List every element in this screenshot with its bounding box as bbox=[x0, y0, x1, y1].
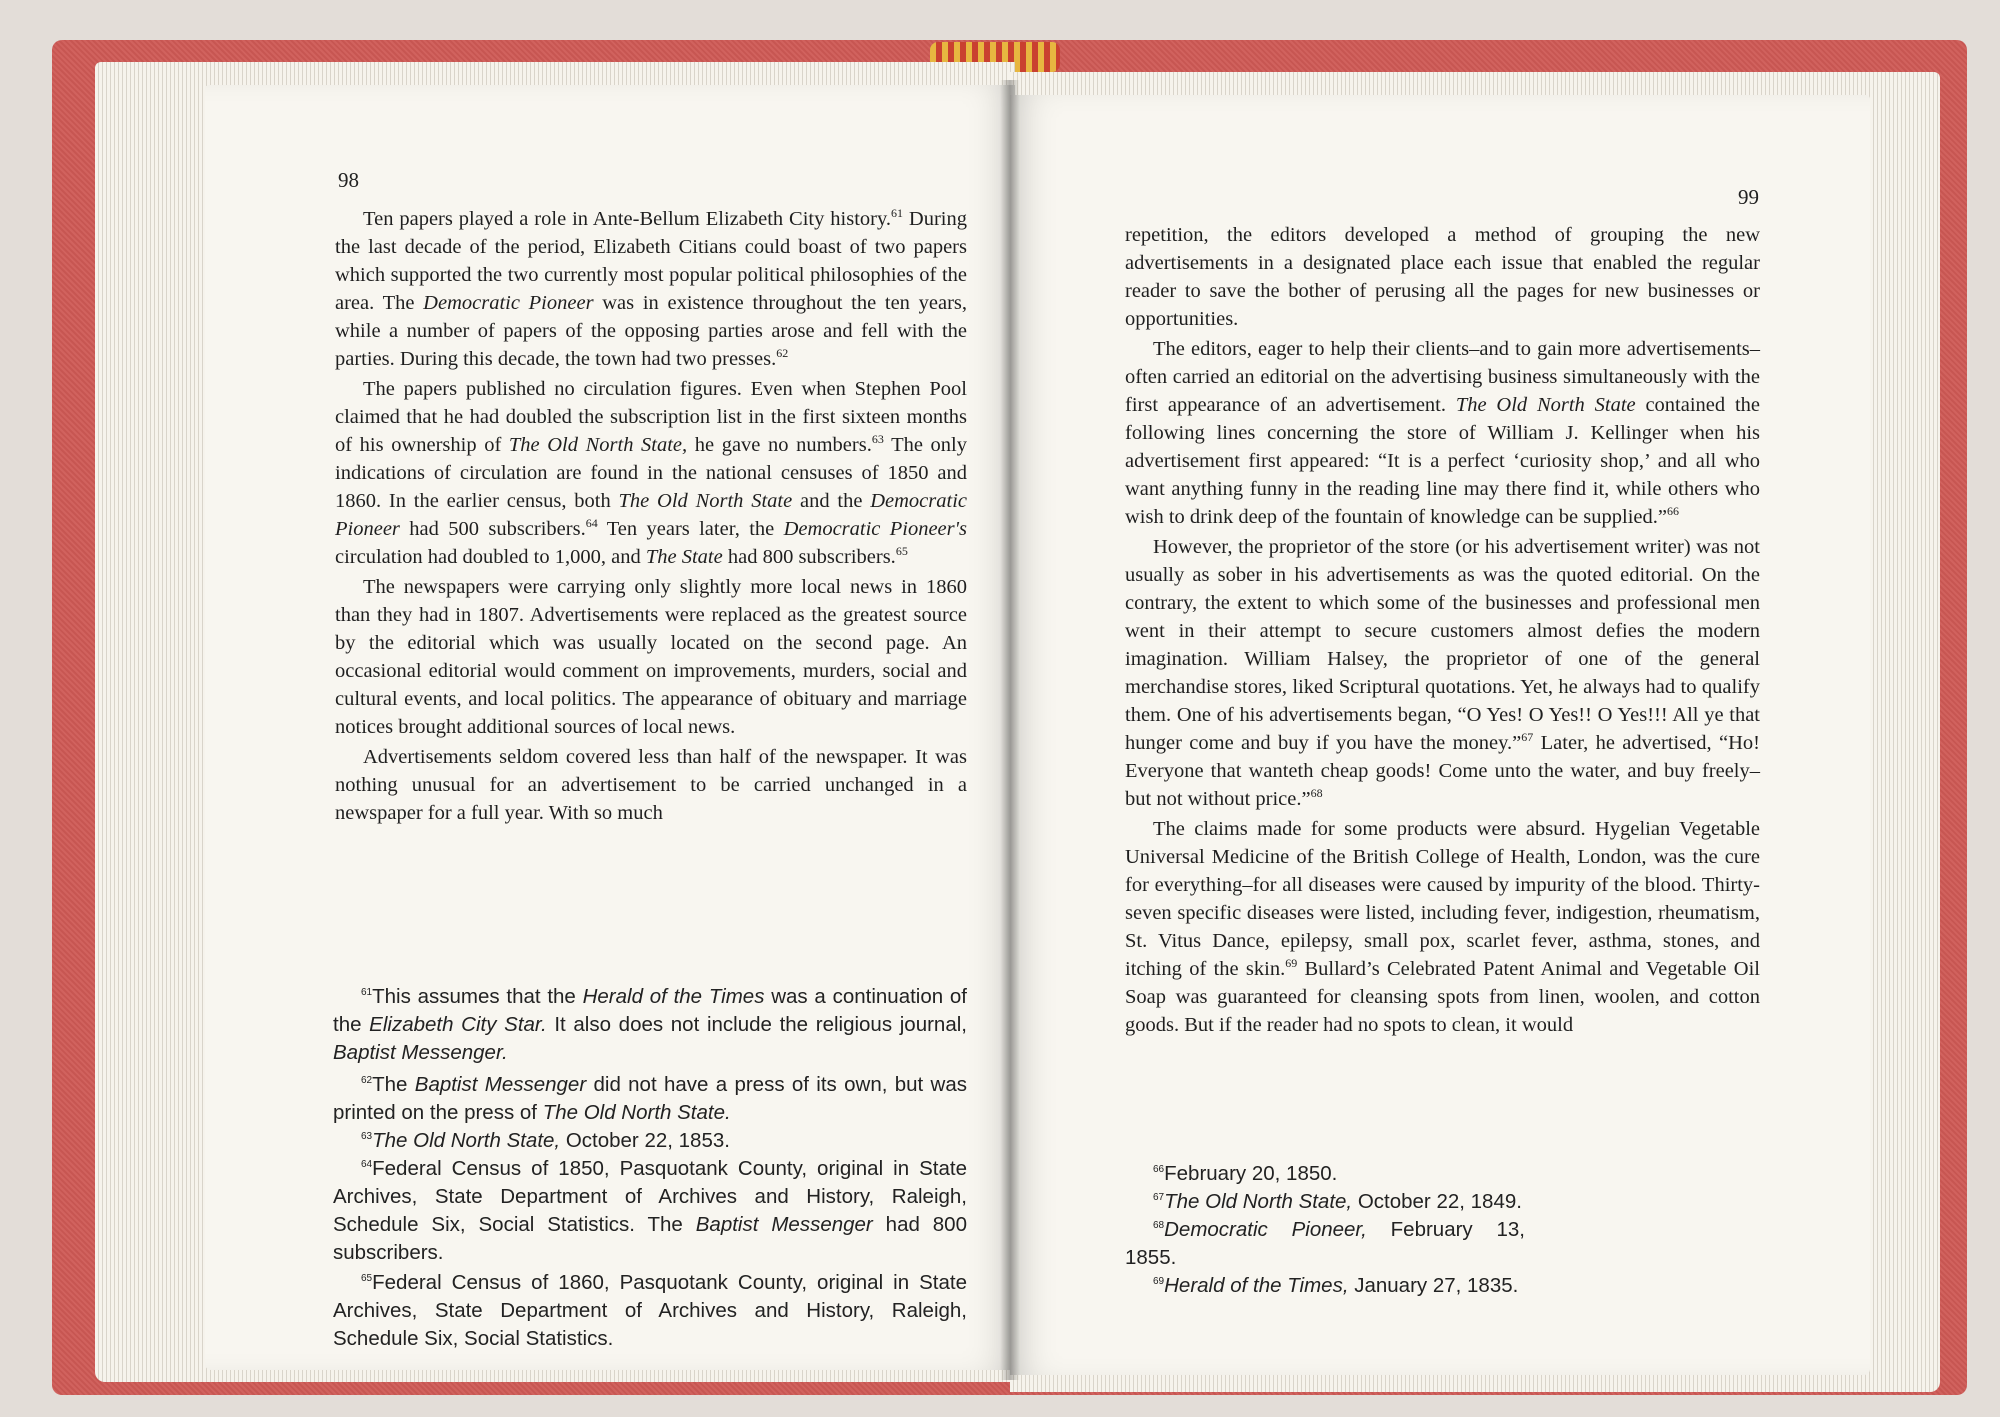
footnote-ref: 69 bbox=[1153, 1276, 1165, 1288]
text-run: Advertisements seldom covered less than half of the newspaper. It was nothing unusual for an advertisement to be carried unchanged in a newspaper for a full year. With so much bbox=[335, 746, 967, 824]
text-run: February 13, 1855. bbox=[1125, 1218, 1525, 1269]
paragraph bbox=[335, 375, 967, 571]
text-run: Ten years later, the bbox=[597, 518, 784, 540]
text-run: October 22, 1853. bbox=[560, 1129, 730, 1152]
footnote bbox=[333, 1071, 967, 1127]
text-run: February 20, 1850. bbox=[1164, 1162, 1338, 1185]
text-run: It also does not include the religious journal, bbox=[546, 1013, 967, 1036]
footnote-ref: 62 bbox=[361, 1075, 373, 1087]
italic-title: The Old North State, bbox=[372, 1129, 561, 1152]
footnote-ref: 64 bbox=[361, 1159, 373, 1171]
footnote-ref: 61 bbox=[361, 987, 373, 999]
footnote bbox=[1125, 1272, 1525, 1300]
paragraph bbox=[335, 205, 967, 373]
italic-title: The Old North State. bbox=[542, 1101, 731, 1124]
footnote-ref: 66 bbox=[1666, 504, 1679, 519]
left-body-text bbox=[335, 205, 967, 827]
right-footnotes bbox=[1125, 1160, 1525, 1300]
italic-title: The Old North State bbox=[1455, 394, 1636, 416]
italic-title: The Old North State, bbox=[1164, 1190, 1353, 1213]
footnote bbox=[333, 1269, 967, 1353]
text-run: was a continuation of the bbox=[333, 985, 967, 1036]
text-run: had 500 subscribers. bbox=[399, 518, 586, 540]
paragraph bbox=[1125, 815, 1760, 1039]
text-run: October 22, 1849. bbox=[1352, 1190, 1522, 1213]
left-page-number: 98 bbox=[338, 168, 359, 192]
text-run: contained the following lines concerning the store of William J. Kellinger when his advertisement first appeared: “It is a perfect ‘curiosity shop,’ and all who want anything funny in the reading line may there find it, while others who wish to drink deep of the fountain of knowledge can be supplied.” bbox=[1125, 394, 1760, 528]
footnote-ref: 63 bbox=[361, 1131, 373, 1143]
text-run: The only indications of circulation are found in the national censuses of 1850 and 1860. In the earlier census, both bbox=[335, 434, 967, 512]
text-run: had 800 subscribers. bbox=[722, 546, 896, 568]
text-run: However, the proprietor of the store (or his advertisement writer) was not usually as sober in his advertisements as was the quoted editorial. On the contrary, the extent to which some of the businesses and professional men went in their attempt to secure customers almost defies the modern imagination. William Halsey, the proprietor of one of the general merchandise stores, liked Scriptural quotations. Yet, he always had to qualify them. One of his advertisements began, “O Yes! O Yes!! O Yes!!! All ye that hunger come and buy if you have the money.” bbox=[1125, 536, 1760, 754]
footnote-ref: 63 bbox=[871, 432, 884, 447]
italic-title: Democratic Pioneer bbox=[335, 490, 967, 540]
footnote bbox=[333, 983, 967, 1067]
italic-title: Democratic Pioneer's bbox=[783, 518, 968, 540]
italic-title: The State bbox=[645, 546, 723, 568]
footnote-ref: 65 bbox=[895, 544, 908, 559]
italic-title: Herald of the Times, bbox=[1164, 1274, 1349, 1297]
text-run: had 800 subscribers. bbox=[333, 1213, 967, 1264]
footnote bbox=[1125, 1216, 1525, 1272]
paragraph bbox=[1125, 533, 1760, 813]
italic-title: The Old North State, bbox=[508, 434, 688, 456]
text-run: Later, he advertised, “Ho! Everyone that wanteth cheap goods! Come unto the water, and buy freely–but not without price.” bbox=[1125, 732, 1760, 810]
text-run: During the last decade of the period, Elizabeth Citians could boast of two papers which supported the two currently most popular political philosophies of the area. The bbox=[335, 208, 967, 314]
text-run: This assumes that the bbox=[372, 985, 583, 1008]
text-run: and the bbox=[792, 490, 871, 512]
paragraph bbox=[335, 743, 967, 827]
paragraph bbox=[1125, 335, 1760, 531]
italic-title: The Old North State bbox=[618, 490, 793, 512]
right-body-text bbox=[1125, 221, 1760, 1039]
paragraph bbox=[335, 573, 967, 741]
italic-title: Democratic Pioneer, bbox=[1164, 1218, 1367, 1241]
italic-title: Baptist Messenger. bbox=[333, 1041, 508, 1064]
text-run: circulation had doubled to 1,000, and bbox=[335, 546, 646, 568]
text-run: was in existence throughout the ten years, while a number of papers of the opposing parties arose and fell with the parties. During this decade, the town had two presses. bbox=[335, 292, 968, 370]
footnote bbox=[333, 1155, 967, 1267]
footnote-ref: 66 bbox=[1153, 1164, 1165, 1176]
text-run: The papers published no circulation figures. Even when Stephen Pool claimed that he had doubled the subscription list in the first sixteen months of his ownership of bbox=[335, 378, 967, 456]
text-run: The bbox=[372, 1073, 415, 1096]
footnote-ref: 62 bbox=[776, 346, 789, 361]
italic-title: Baptist Messenger bbox=[695, 1213, 873, 1236]
footnote-ref: 68 bbox=[1310, 786, 1323, 801]
footnote bbox=[333, 1127, 967, 1155]
italic-title: Baptist Messenger bbox=[414, 1073, 587, 1096]
text-run: repetition, the editors developed a method of grouping the new advertisements in a designated place each issue that enabled the regular reader to save the bother of perusing all the pages for new businesses or opportunities. bbox=[1125, 224, 1760, 330]
italic-title: Herald of the Times bbox=[582, 985, 765, 1008]
footnote-ref: 64 bbox=[585, 516, 598, 531]
footnote bbox=[1125, 1160, 1525, 1188]
footnote-ref: 67 bbox=[1153, 1192, 1165, 1204]
left-footnotes bbox=[333, 983, 967, 1353]
italic-title: Democratic Pioneer bbox=[423, 292, 594, 314]
right-page-number: 99 bbox=[1738, 185, 1759, 209]
text-run: Federal Census of 1860, Pasquotank County, original in State Archives, State Department of Archives and History, Raleigh, Schedule Six, Social Statistics. bbox=[333, 1271, 967, 1350]
text-run: he gave no numbers. bbox=[687, 434, 872, 456]
text-run: Ten papers played a role in Ante-Bellum Elizabeth City history. bbox=[363, 208, 892, 230]
footnote-ref: 69 bbox=[1285, 956, 1298, 971]
italic-title: Elizabeth City Star. bbox=[369, 1013, 547, 1036]
footnote-ref: 65 bbox=[361, 1273, 373, 1285]
text-run: The newspapers were carrying only slightly more local news in 1860 than they had in 1807. Advertisements were replaced as the greatest source by the editorial which was usually located on the second page. An occasional editorial would comment on improvements, murders, social and cultural events, and local politics. The appearance of obituary and marriage notices brought additional sources of local news. bbox=[335, 576, 967, 738]
text-run: Federal Census of 1850, Pasquotank County, original in State Archives, State Department of Archives and History, Raleigh, Schedule Six, Social Statistics. The bbox=[333, 1157, 967, 1236]
paragraph bbox=[1125, 221, 1760, 333]
footnote-ref: 67 bbox=[1521, 730, 1534, 745]
footnote bbox=[1125, 1188, 1525, 1216]
book-gutter bbox=[1000, 80, 1020, 1380]
text-run: The editors, eager to help their clients–and to gain more advertisements–often carried an editorial on the advertising business simultaneously with the first appearance of an advertisement. bbox=[1125, 338, 1760, 416]
footnote-ref: 61 bbox=[891, 206, 904, 221]
footnote-ref: 68 bbox=[1153, 1220, 1165, 1232]
text-run: did not have a press of its own, but was printed on the press of bbox=[333, 1073, 967, 1124]
text-run: The claims made for some products were absurd. Hygelian Vegetable Universal Medicine of the British College of Health, London, was the cure for everything–for all diseases were caused by impurity of the blood. Thirty-seven specific diseases were listed, including fever, indigestion, rheumatism, St. Vitus Dance, epilepsy, small pox, scarlet fever, asthma, stones, and itching of the skin. bbox=[1125, 818, 1760, 980]
text-run: Bullard’s Celebrated Patent Animal and Vegetable Oil Soap was guaranteed for cleansing spots from linen, woolen, and cotton goods. But if the reader had no spots to clean, it would bbox=[1125, 958, 1761, 1036]
text-run: January 27, 1835. bbox=[1348, 1274, 1519, 1297]
